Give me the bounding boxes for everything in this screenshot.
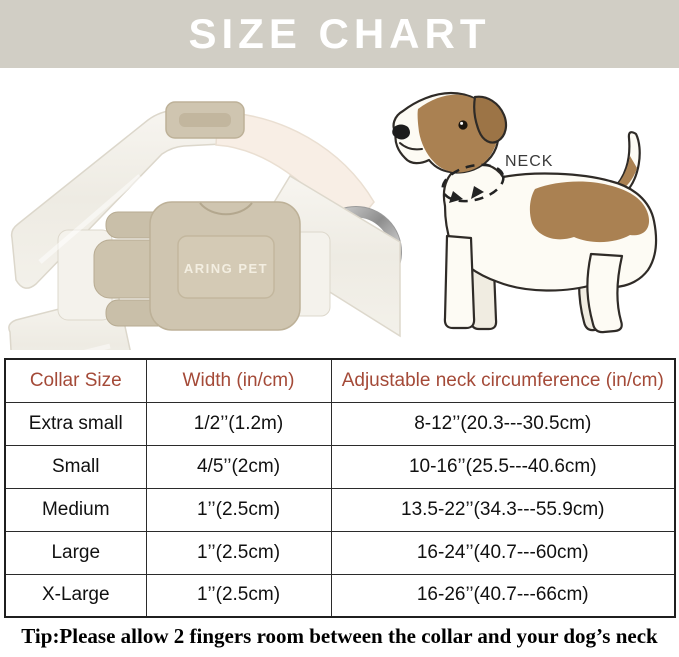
table-row [5, 445, 675, 488]
table-row [5, 531, 675, 574]
cell-width: 1’’(2.5cm) [146, 574, 331, 617]
cell-width: 4/5’’(2cm) [146, 445, 331, 488]
cell-neck: 16-24’’(40.7---60cm) [331, 531, 675, 574]
cell-size: X-Large [5, 574, 146, 617]
size-table [4, 358, 676, 618]
neck-label: NECK [505, 153, 554, 170]
cell-width: 1’’(2.5cm) [146, 531, 331, 574]
cell-size: Medium [5, 488, 146, 531]
table-row [5, 488, 675, 531]
cell-width: 1’’(2.5cm) [146, 488, 331, 531]
cell-size: Extra small [5, 402, 146, 445]
dog-eye-glint [460, 122, 463, 125]
dog-front-leg [445, 236, 474, 328]
table-row [5, 574, 675, 617]
column-header-neck-circumference: Adjustable neck circumference (in/cm) [331, 359, 675, 402]
page-title: SIZE CHART [188, 10, 491, 57]
tip-text: Tip:Please allow 2 fingers room between the collar and your dog’s neck [21, 624, 658, 648]
collar-photo [0, 84, 402, 350]
cell-neck: 8-12’’(20.3---30.5cm) [331, 402, 675, 445]
brand-label: ARING PET [183, 261, 269, 276]
cell-neck: 10-16’’(25.5---40.6cm) [331, 445, 675, 488]
cell-neck: 16-26’’(40.7---66cm) [331, 574, 675, 617]
dog-hind-leg [587, 254, 622, 332]
table-row [5, 402, 675, 445]
hero-section [0, 68, 679, 356]
table-header-row [5, 359, 675, 402]
cell-size: Small [5, 445, 146, 488]
dog-illustration [385, 86, 679, 350]
column-header-collar-size: Collar Size [5, 359, 146, 402]
cell-width: 1/2’’(1.2m) [146, 402, 331, 445]
cell-neck: 13.5-22’’(34.3---55.9cm) [331, 488, 675, 531]
buckle-housing [150, 202, 300, 330]
collar-slider [166, 102, 244, 138]
cell-size: Large [5, 531, 146, 574]
column-header-width: Width (in/cm) [146, 359, 331, 402]
banner [0, 0, 679, 68]
dog-eye [458, 120, 467, 129]
